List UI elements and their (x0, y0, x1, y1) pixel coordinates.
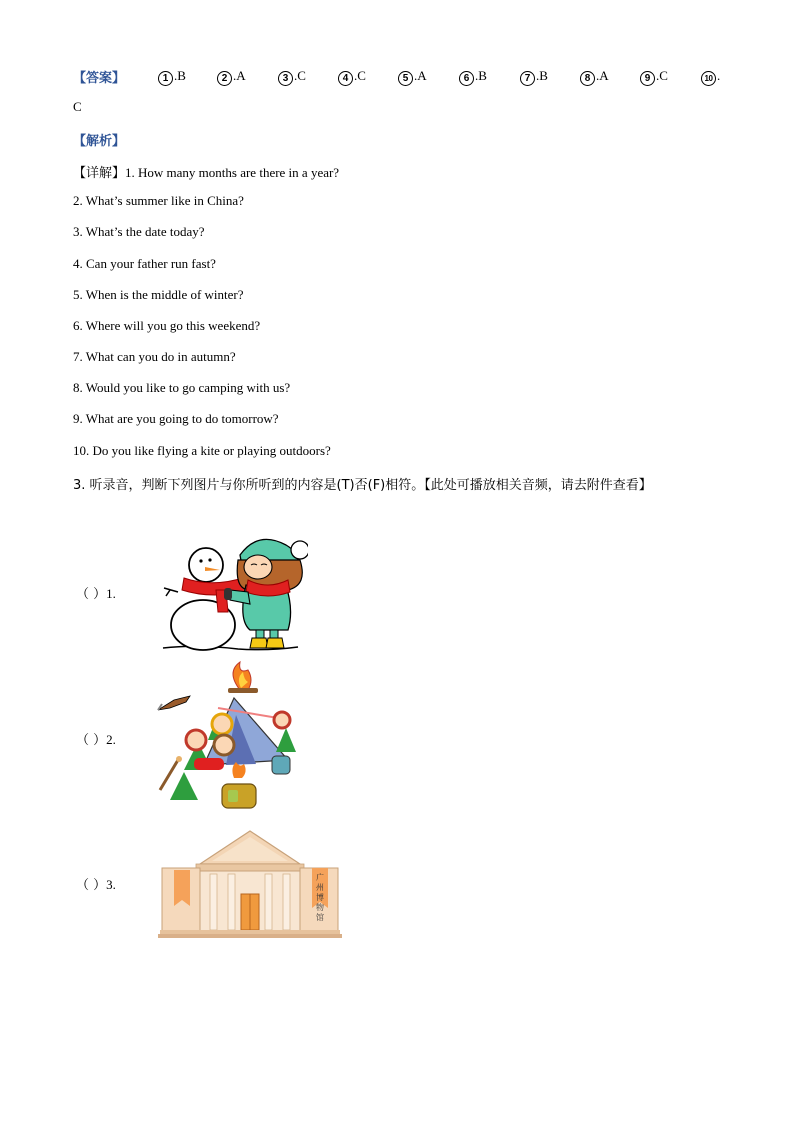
question-line: 9. What are you going to do tomorrow? (73, 411, 279, 426)
museum-sign-char: 馆 (316, 913, 324, 922)
answer-blank[interactable]: （ ）2. (76, 732, 116, 748)
answer-tail: C (73, 99, 82, 114)
answer-item: 10 . (701, 68, 720, 86)
answer-blank[interactable]: （ ）3. (76, 877, 116, 893)
museum-sign-char: 州 (316, 883, 324, 892)
question-line: 7. What can you do in autumn? (73, 349, 236, 364)
question-line: 4. Can your father run fast? (73, 256, 216, 271)
answer-item: 7 .B (520, 68, 548, 86)
question-line: 2. What’s summer like in China? (73, 193, 244, 208)
section3-instruction: 3. 听录音，判断下列图片与你所听到的内容是(T)否(F)相符。【此处可播放相关音频，请去附件查看】 (73, 478, 652, 493)
museum-picture (158, 828, 343, 938)
analysis-label: 【解析】 (73, 134, 126, 149)
question-line: 【详解】1. How many months are there in a year? (73, 165, 340, 181)
museum-sign-char: 博 (316, 893, 324, 902)
question-line: 6. Where will you go this weekend? (73, 318, 261, 333)
detail-label: 【详解】 (73, 166, 126, 181)
question-line: 3. What’s the date today? (73, 224, 205, 239)
answer-item: 3 .C (278, 68, 306, 86)
answer-item: 1 .B (158, 68, 186, 86)
answer-item: 4 .C (338, 68, 366, 86)
camping-picture (156, 660, 301, 812)
answer-item: 6 .B (459, 68, 487, 86)
question-line: 8. Would you like to go camping with us? (73, 380, 291, 395)
answer-item: 5 .A (398, 68, 427, 86)
answer-item: 8 .A (580, 68, 609, 86)
snowman-girl-picture (158, 530, 308, 655)
question-line: 5. When is the middle of winter? (73, 287, 244, 302)
question-line: 10. Do you like flying a kite or playing outdoors? (73, 443, 331, 458)
answer-label: 【答案】 (73, 71, 126, 86)
answer-item: 9 .C (640, 68, 668, 86)
museum-sign-char: 物 (316, 903, 324, 912)
museum-sign-char: 广 (316, 873, 324, 882)
answer-blank[interactable]: （ ）1. (76, 586, 116, 602)
answer-item: 2 .A (217, 68, 246, 86)
